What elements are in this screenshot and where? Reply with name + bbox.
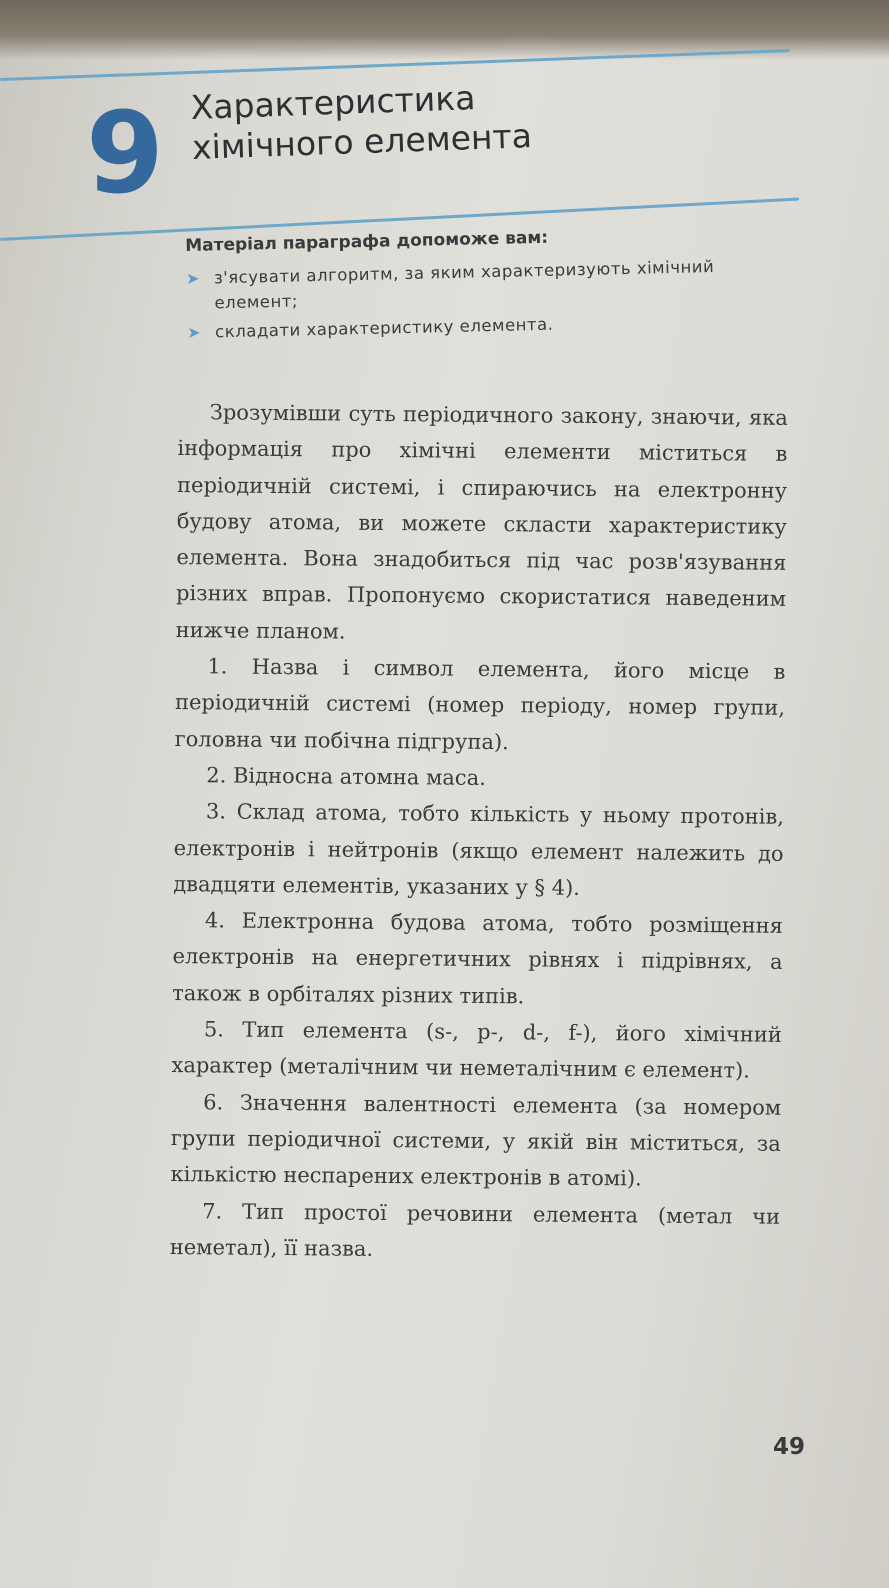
plan-item-3: 3. Склад атома, тобто кількість у ньому протонів, електронів і нейтронів (якщо елемент належить до двадцяти елементів, указаних у § 4). [173,799,785,900]
goal-item [186,252,787,316]
learning-goals [185,222,787,349]
chapter-title-line-1: Характеристика [190,78,477,127]
intro-paragraph: Зрозумівши суть періодичного закону, знаючи, яка інформація про хімічні елементи міститься в періодичній системі, і спираючись на електронну будову атома, ви можете скласти характеристику елемента. Вона знадобиться під час розв'язування різних вправ. Пропонуємо скористатися наведеним нижче планом. [175,400,788,644]
arrow-bullet-icon: ➤ [186,322,202,342]
main-text [170,394,788,1271]
plan-item-2: 2. Відносна атомна маса. [206,763,486,790]
chapter-number: 9 [86,89,164,219]
plan-item-6: 6. Значення валентності елемента (за номером групи періодичної системи, у якій він міститься, за кількістю неспарених електронів в атомі). [170,1089,782,1191]
chapter-title [190,67,792,168]
plan-item-4: 4. Електронна будова атома, тобто розміщення електронів на енергетичних рівнях і підрівнях, а також в орбіталях різних типів. [172,908,784,1009]
plan-item-1: 1. Назва і символ елемента, його місце в періодичній системі (номер періоду, номер групи, головна чи побічна підгрупа). [174,654,786,754]
goal-text: складати характеристику елемента. [214,314,554,342]
chapter-title-line-2: хімічного елемента [191,116,533,167]
plan-item-7: 7. Тип простої речовини елемента (метал чи неметал), її назва. [169,1198,781,1261]
plan-item-5: 5. Тип елемента (s-, p-, d-, f-), його хімічний характер (металічним чи неметалічним є елемент). [171,1017,782,1083]
learning-goals-heading: Матеріал параграфа допоможе вам: [185,227,549,256]
page-number: 49 [773,1434,806,1460]
arrow-bullet-icon: ➤ [185,268,201,288]
goal-text: з'ясувати алгоритм, за яким характеризують хімічний елемент; [213,257,715,313]
